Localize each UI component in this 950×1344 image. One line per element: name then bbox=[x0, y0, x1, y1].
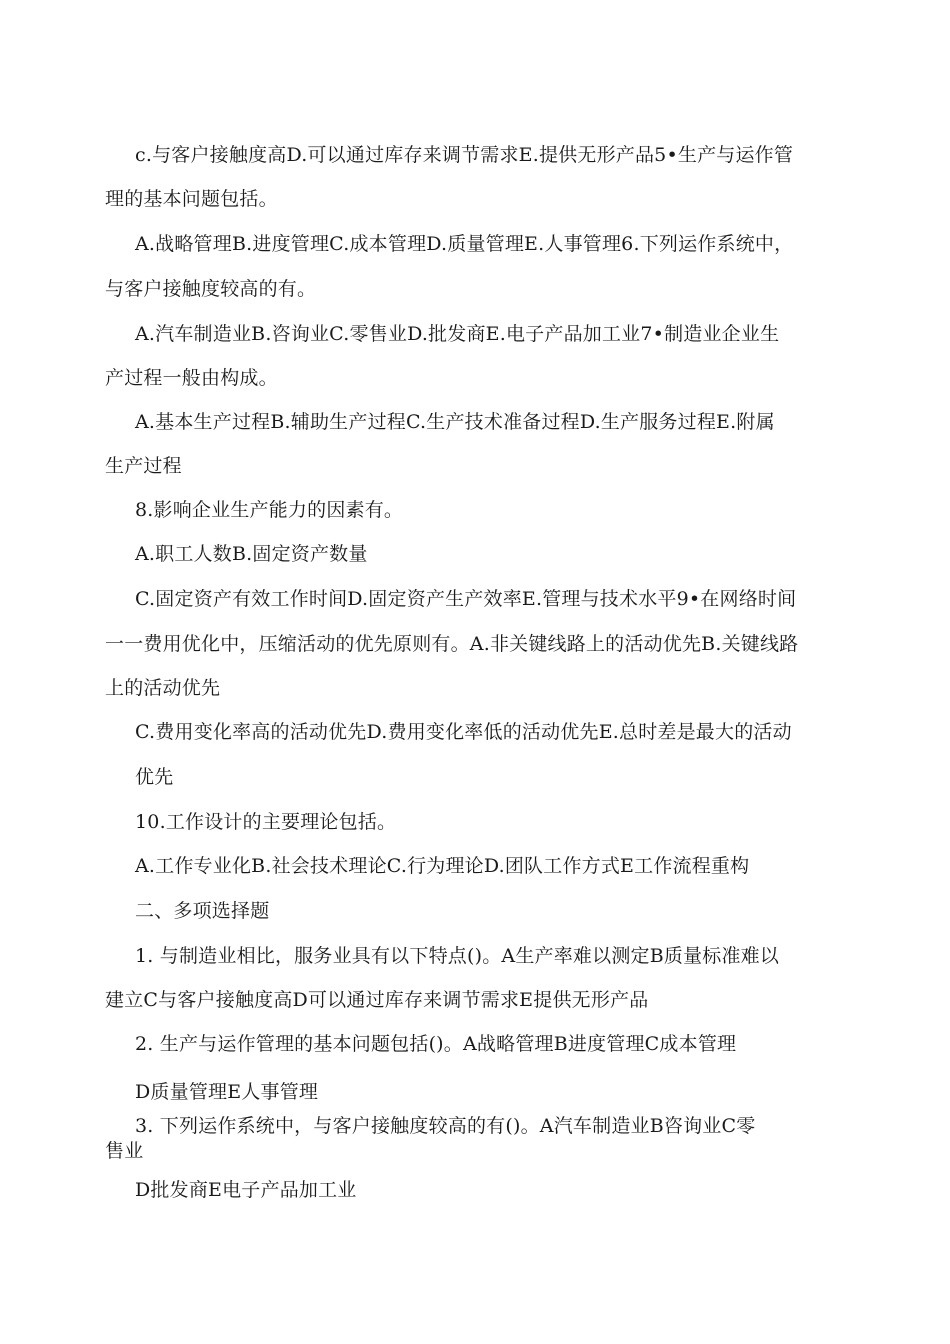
text-line: 一一费用优化中，压缩活动的优先原则有。A.非关键线路上的活动优先B.关键线路 bbox=[105, 633, 799, 655]
text-line: 产过程一般由构成。 bbox=[105, 367, 278, 389]
text-line: 建立C与客户接触度高D可以通过库存来调节需求E提供无形产品 bbox=[105, 989, 649, 1011]
text-line: 上的活动优先 bbox=[105, 677, 221, 699]
text-line: C.费用变化率高的活动优先D.费用变化率低的活动优先E.总时差是最大的活动 bbox=[135, 721, 792, 743]
text-line: A.战略管理B.进度管理C.成本管理D.质量管理E.人事管理6.下列运作系统中， bbox=[135, 233, 794, 255]
text-line: 2. 生产与运作管理的基本问题包括()。A战略管理B进度管理C成本管理 bbox=[135, 1033, 737, 1055]
text-line: C.固定资产有效工作时间D.固定资产生产效率E.管理与技术水平9•在网络时间 bbox=[135, 588, 797, 610]
text-line: 10.工作设计的主要理论包括。 bbox=[135, 811, 397, 833]
text-line: 3. 下列运作系统中，与客户接触度较高的有()。A汽车制造业B咨询业C零 bbox=[135, 1115, 756, 1137]
text-line: 与客户接触度较高的有。 bbox=[105, 278, 317, 300]
text-line: A.工作专业化B.社会技术理论C.行为理论D.团队工作方式E工作流程重构 bbox=[135, 855, 750, 877]
text-line: 8.影响企业生产能力的因素有。 bbox=[135, 499, 404, 521]
text-line: D批发商E电子产品加工业 bbox=[135, 1179, 357, 1201]
text-line: D质量管理E人事管理 bbox=[135, 1081, 319, 1103]
text-line: c.与客户接触度高D.可以通过库存来调节需求E.提供无形产品5•生产与运作管 bbox=[135, 144, 794, 166]
text-line: A.汽车制造业B.咨询业C.零售业D.批发商E.电子产品加工业7•制造业企业生 bbox=[135, 323, 780, 345]
text-line: 生产过程 bbox=[105, 455, 182, 477]
text-line: 理的基本问题包括。 bbox=[105, 188, 278, 210]
section-heading: 二、多项选择题 bbox=[135, 900, 270, 922]
text-line: 售业 bbox=[105, 1140, 144, 1162]
text-line: A.基本生产过程B.辅助生产过程C.生产技术准备过程D.生产服务过程E.附属 bbox=[135, 411, 775, 433]
text-line: A.职工人数B.固定资产数量 bbox=[135, 543, 368, 565]
text-line: 1. 与制造业相比，服务业具有以下特点()。A生产率难以测定B质量标准难以 bbox=[135, 945, 780, 967]
text-line: 优先 bbox=[135, 766, 174, 788]
